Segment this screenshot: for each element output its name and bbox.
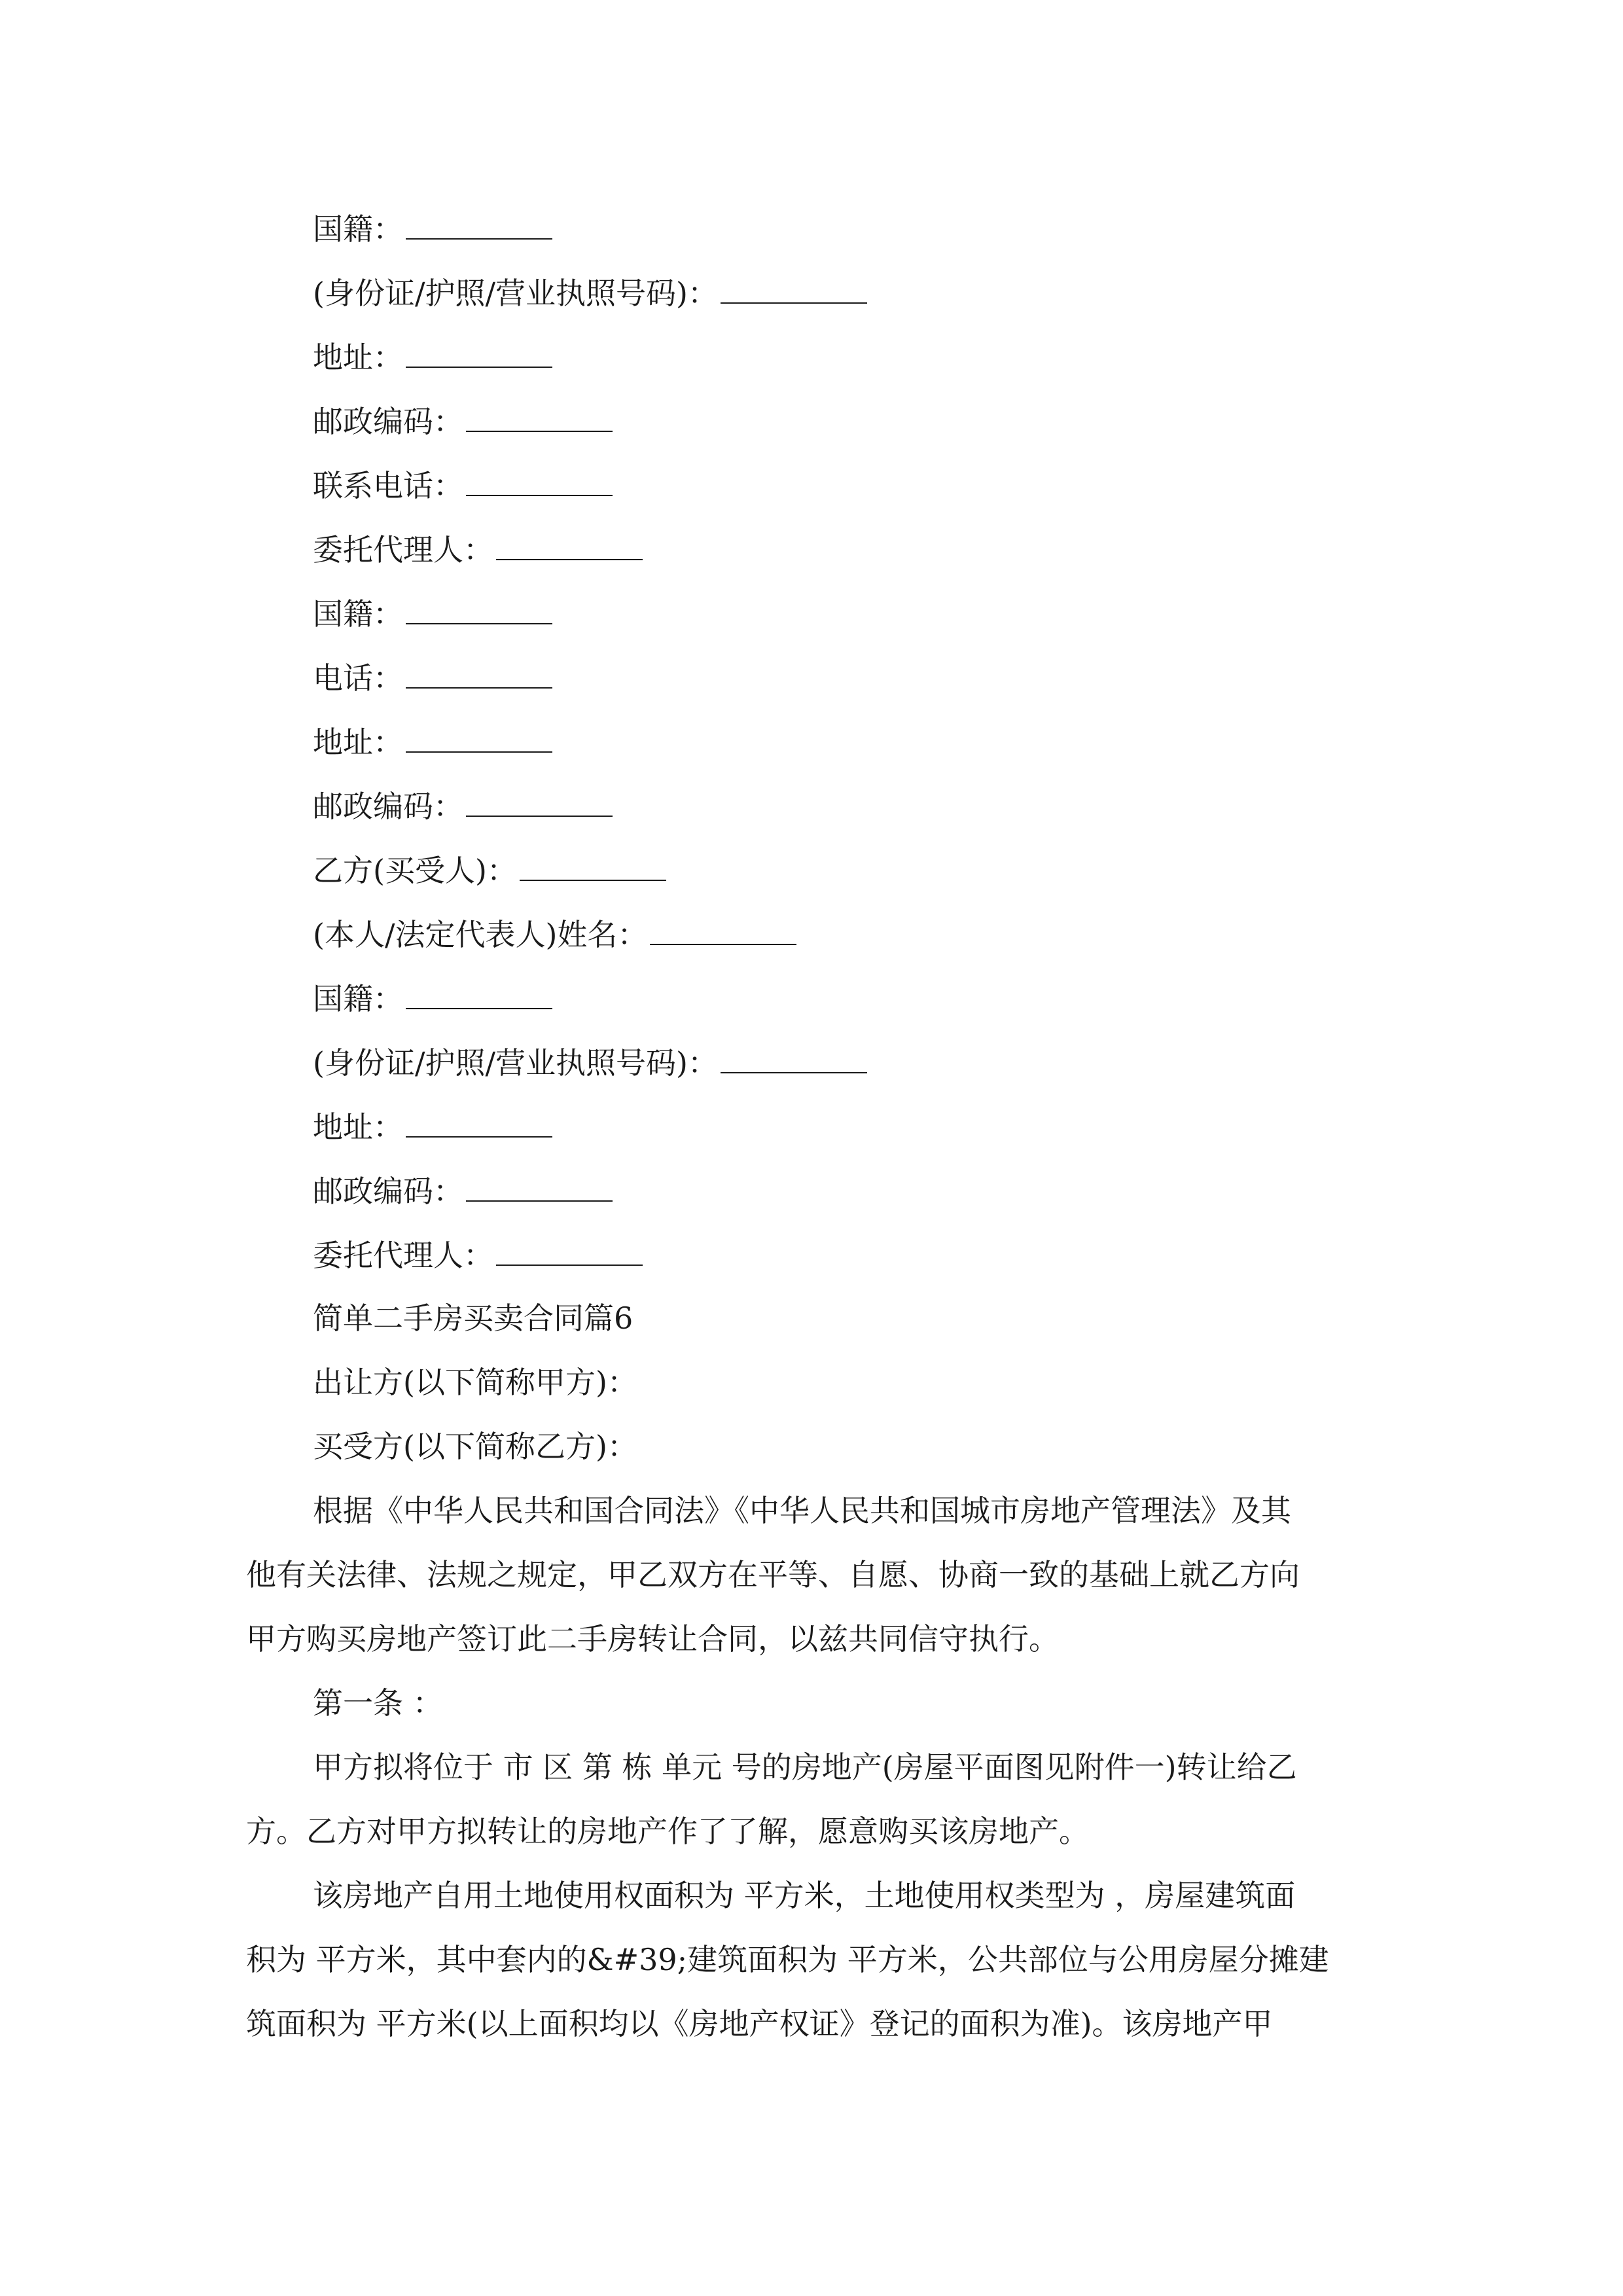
- field-label: 电话：: [313, 660, 403, 696]
- party-b-line: 买受方(以下简称乙方)：: [313, 1429, 637, 1464]
- blank-line[interactable]: [406, 1106, 552, 1138]
- field-label: (身份证/护照/营业执照号码)：: [313, 1045, 718, 1081]
- paragraph1-line1: 根据《中华人民共和国合同法》《中华人民共和国城市房地产管理法》及其: [313, 1493, 1291, 1528]
- field-agent: [313, 529, 643, 569]
- blank-line[interactable]: [466, 1170, 613, 1202]
- blank-line[interactable]: [406, 208, 552, 240]
- blank-line[interactable]: [406, 593, 552, 624]
- field-label: (身份证/护照/营业执照号码)：: [313, 276, 718, 311]
- field-label: (本人/法定代表人)姓名：: [313, 917, 648, 952]
- field-address: [313, 1106, 552, 1147]
- blank-line[interactable]: [466, 785, 613, 817]
- field-label: 委托代理人：: [313, 532, 493, 567]
- field-nationality: [313, 978, 552, 1018]
- field-label: 邮政编码：: [313, 789, 463, 824]
- field-postcode: [313, 1170, 613, 1211]
- blank-line[interactable]: [466, 465, 613, 496]
- paragraph2-line1: 甲方拟将位于 市 区 第 栋 单元 号的房地产(房屋平面图见附件一)转让给乙: [313, 1749, 1297, 1785]
- paragraph2-line2: 方。乙方对甲方拟转让的房地产作了了解，愿意购买该房地产。: [246, 1814, 1089, 1849]
- blank-line[interactable]: [406, 657, 552, 689]
- field-label: 地址：: [313, 1109, 403, 1145]
- field-id-number: [313, 272, 867, 313]
- paragraph1-line2: 他有关法律、法规之规定，甲乙双方在平等、自愿、协商一致的基础上就乙方向: [246, 1557, 1300, 1592]
- blank-line[interactable]: [466, 401, 613, 432]
- blank-line[interactable]: [650, 914, 796, 945]
- article1-title: 第一条 ：: [313, 1685, 443, 1721]
- field-label: 委托代理人：: [313, 1238, 493, 1273]
- field-nationality: [313, 593, 552, 634]
- section-title: 简单二手房买卖合同篇6: [313, 1300, 633, 1336]
- field-label: 国籍：: [313, 596, 403, 632]
- field-label: 国籍：: [313, 211, 403, 247]
- blank-line[interactable]: [520, 850, 666, 881]
- party-a-line: 出让方(以下简称甲方)：: [313, 1365, 637, 1400]
- field-label: 国籍：: [313, 981, 403, 1016]
- blank-line[interactable]: [496, 1234, 643, 1266]
- field-postcode: [313, 401, 613, 441]
- field-party-b: [313, 850, 666, 890]
- field-address: [313, 721, 552, 762]
- field-label: 地址：: [313, 340, 403, 375]
- field-phone: [313, 465, 613, 505]
- paragraph3-line3: 筑面积为 平方米(以上面积均以《房地产权证》登记的面积为准)。该房地产甲: [246, 2006, 1273, 2041]
- field-label: 联系电话：: [313, 468, 463, 503]
- blank-line[interactable]: [406, 336, 552, 368]
- blank-line[interactable]: [721, 272, 867, 304]
- field-agent: [313, 1234, 643, 1275]
- field-address: [313, 336, 552, 377]
- field-representative-name: [313, 914, 796, 954]
- blank-line[interactable]: [406, 721, 552, 753]
- paragraph1-line3: 甲方购买房地产签订此二手房转让合同，以兹共同信守执行。: [246, 1621, 1059, 1657]
- blank-line[interactable]: [496, 529, 643, 560]
- blank-line[interactable]: [406, 978, 552, 1009]
- field-label: 邮政编码：: [313, 404, 463, 439]
- paragraph3-line2: 积为 平方米，其中套内的&#39;建筑面积为 平方米，公共部位与公用房屋分摊建: [246, 1942, 1329, 1977]
- field-label: 乙方(买受人)：: [313, 853, 517, 888]
- paragraph3-line1: 该房地产自用土地使用权面积为 平方米，土地使用权类型为 ，房屋建筑面: [313, 1878, 1296, 1913]
- field-postcode: [313, 785, 613, 826]
- field-label: 邮政编码：: [313, 1174, 463, 1209]
- field-nationality: [313, 208, 552, 249]
- field-label: 地址：: [313, 725, 403, 760]
- field-phone: [313, 657, 552, 698]
- field-id-number: [313, 1042, 867, 1083]
- blank-line[interactable]: [721, 1042, 867, 1073]
